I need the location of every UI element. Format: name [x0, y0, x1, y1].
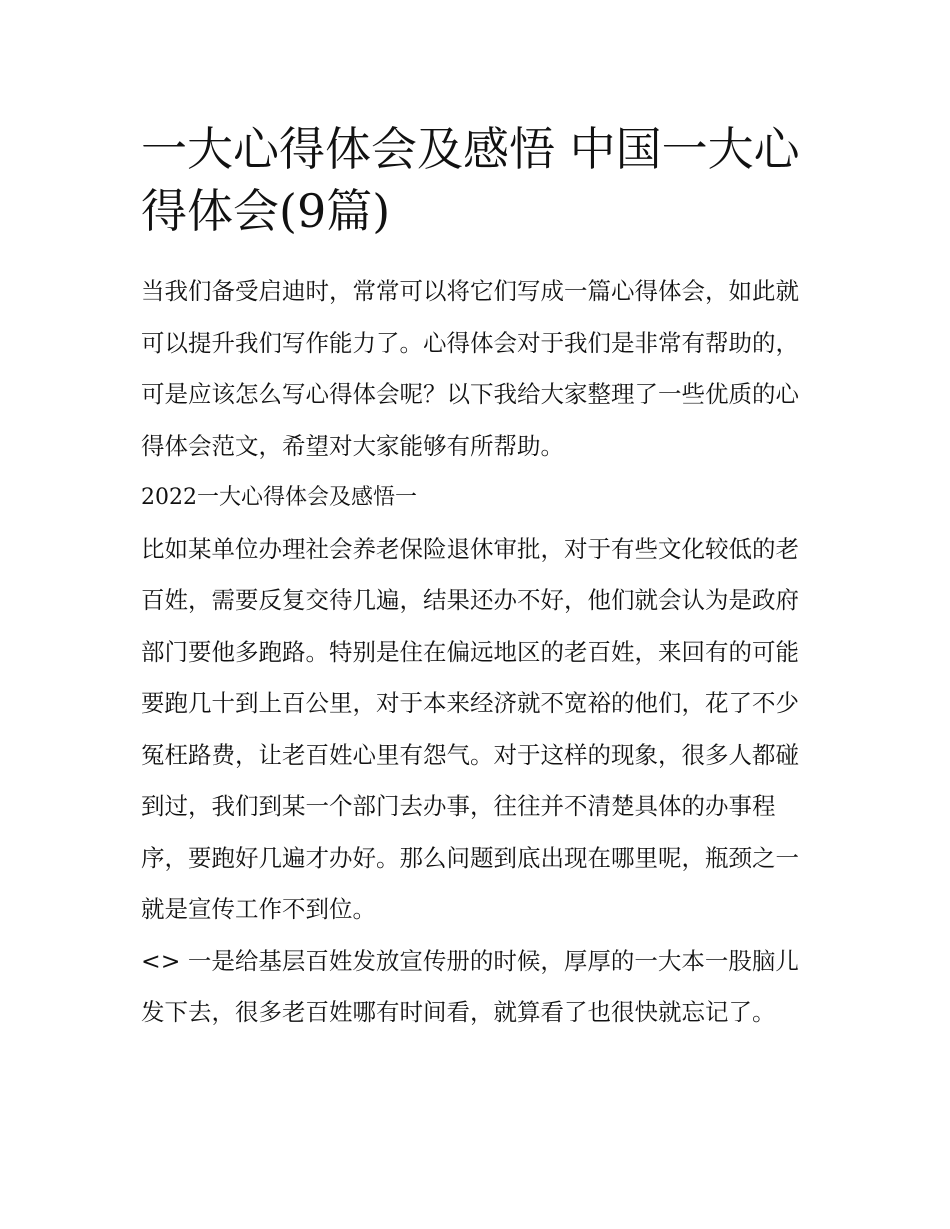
- section-heading: 2022一大心得体会及感悟一: [141, 485, 417, 510]
- intro-paragraph: 当我们备受启迪时，常常可以将它们写成一篇心得体会，如此就可以提升我们写作能力了。心得体会对于我们是非常有帮助的，可是应该怎么写心得体会呢？以下我给大家整理了一些优质的心得体会范文，希望对大家能够有所帮助。: [141, 277, 799, 460]
- body-paragraph: 比如某单位办理社会养老保险退休审批，对于有些文化较低的老百姓，需要反复交待几遍，结果还办不好，他们就会认为是政府部门要他多跑路。特别是住在偏远地区的老百姓，来回有的可能要跑几十到上百公里，对于本来经济就不宽裕的他们，花了不少冤枉路费，让老百姓心里有怨气。对于这样的现象，很多人都碰到过，我们到某一个部门去办事，往往并不清楚具体的办事程序，要跑好几遍才办好。那么问题到底出现在哪里呢，瓶颈之一就是宣传工作不到位。: [141, 534, 799, 923]
- document-page: [141, 118, 813, 1039]
- document-title: 一大心得体会及感悟 中国一大心得体会(9篇): [141, 122, 800, 238]
- body-paragraph: <> 一是给基层百姓发放宣传册的时候，厚厚的一大本一股脑儿发下去，很多老百姓哪有时间看，就算看了也很快就忘记了。: [141, 946, 799, 1026]
